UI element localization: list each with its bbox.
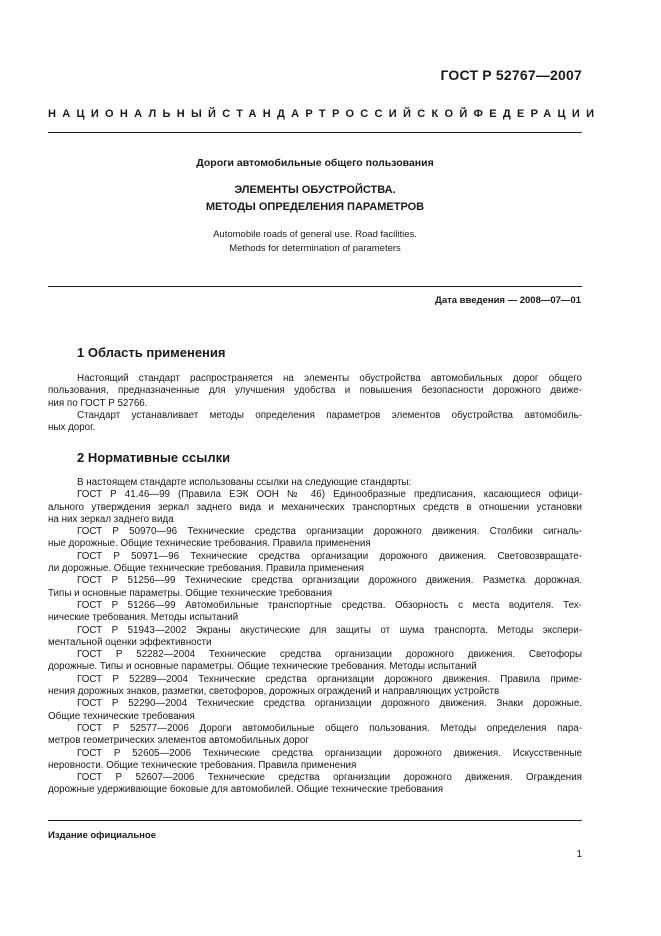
text-line: ГОСТ Р 52607—2006 Технические средства организации дорожного движения. Ограждения (77, 772, 582, 784)
text-line: Типы и основные параметры. Общие технические требования (48, 587, 333, 599)
edition-note: Издание официальное (48, 830, 156, 841)
top-divider (48, 132, 582, 133)
english-title-line: Automobile roads of general use. Road facilities. (213, 229, 417, 240)
text-line: Стандарт устанавливает методы определения параметров элементов обустройства автомобиль- (77, 409, 582, 421)
english-title (48, 228, 582, 256)
section-1-body (48, 373, 582, 434)
footer-divider (48, 820, 582, 821)
introduction-date: Дата введения — 2008—07—01 (435, 295, 581, 306)
text-line: ГОСТ Р 51266—99 Автомобильные транспортные средства. Обзорность с места водителя. Тех- (77, 599, 582, 611)
banner-word: СТАНДАРТ (222, 108, 332, 120)
main-title (48, 182, 582, 216)
text-line: Общие технические требования (48, 710, 195, 722)
text-line: нические требования. Методы испытаний (48, 612, 239, 624)
text-line: ГОСТ Р 51943—2002 Экраны акустические для защиты от шума транспорта. Методы экспери- (77, 624, 582, 636)
text-line: ГОСТ Р 52282—2004 Технические средства организации дорожного движения. Светофоры (77, 649, 582, 661)
main-title-line: МЕТОДЫ ОПРЕДЕЛЕНИЯ ПАРАМЕТРОВ (205, 201, 425, 213)
text-line: ГОСТ Р 52290—2004 Технические средства организации дорожного движения. Знаки дорожные. (77, 698, 582, 710)
main-title-line: ЭЛЕМЕНТЫ ОБУСТРОЙСТВА. (234, 184, 396, 196)
title-divider (48, 286, 582, 287)
general-title: Дороги автомобильные общего пользования (196, 157, 434, 169)
english-title-line: Methods for determination of parameters (229, 243, 401, 254)
text-line: ГОСТ Р 50970—96 Технические средства организации дорожного движения. Столбики сигналь- (77, 526, 582, 538)
text-line: ГОСТ Р 52605—2006 Технические средства организации дорожного движения. Искусственные (77, 747, 582, 759)
text-line: ального утверждения зеркал заднего вида и механических транспортных средств в отношении установки (48, 501, 582, 513)
text-line: ГОСТ Р 52577—2006 Дороги автомобильные общего пользования. Методы определения пара- (77, 722, 582, 734)
text-line: ния по ГОСТ Р 52766. (48, 397, 148, 409)
text-line: Настоящий стандарт распространяется на элементы обустройства автомобильных дорог общего (77, 373, 582, 384)
text-line: ГОСТ Р 52289—2004 Технические средства организации дорожного движения. Правила приме- (77, 673, 582, 685)
text-line: метров геометрических элементов автомобильных дорог (48, 735, 309, 747)
section-2-body (48, 477, 582, 797)
banner-word: ФЕДЕРАЦИИ (473, 108, 601, 120)
national-standard-banner (48, 108, 601, 120)
text-line: ные дорожные. Общие технические требования. Правила применения (48, 538, 371, 550)
section-2-heading: 2 Нормативные ссылки (77, 450, 231, 465)
text-line: ли дорожные. Общие технические требования. Правила применения (48, 563, 364, 575)
page-number: 1 (576, 849, 582, 860)
banner-word: НАЦИОНАЛЬНЫЙ (48, 108, 223, 120)
text-line: ментальной оценки эффективности (48, 636, 212, 648)
section-1-heading: 1 Область применения (77, 345, 226, 360)
text-line: ГОСТ Р 41.46—99 (Правила ЕЭК ООН № 46) Единообразные предписания, касающиеся офици- (77, 489, 582, 501)
text-line: нения дорожных знаков, разметки, светофоров, дорожных ограждений и направляющих устройств (48, 686, 500, 698)
text-line: В настоящем стандарте использованы ссылки на следующие стандарты: (77, 477, 412, 488)
text-line: неровности. Общие технические требования. Правила применения (48, 759, 357, 771)
document-code: ГОСТ Р 52767—2007 (440, 67, 582, 83)
text-line: ГОСТ Р 50971—96 Технические средства организации дорожного движения. Световозвращате- (77, 550, 582, 562)
text-line: дорожные. Типы и основные параметры. Общие технические требования. Методы испытаний (48, 661, 477, 673)
text-line: пользования, предназначенные для улучшения удобства и повышения безопасности дорожного движе- (48, 385, 582, 397)
banner-word: РОССИЙСКОЙ (331, 108, 474, 120)
text-line: ГОСТ Р 51256—99 Технические средства организации дорожного движения. Разметка дорожная. (77, 575, 582, 587)
text-line: ных дорог. (48, 422, 96, 434)
text-line: дорожные удерживающие боковые для автомобилей. Общие технические требования (48, 784, 444, 796)
text-line: на них зеркал заднего вида (48, 513, 174, 525)
